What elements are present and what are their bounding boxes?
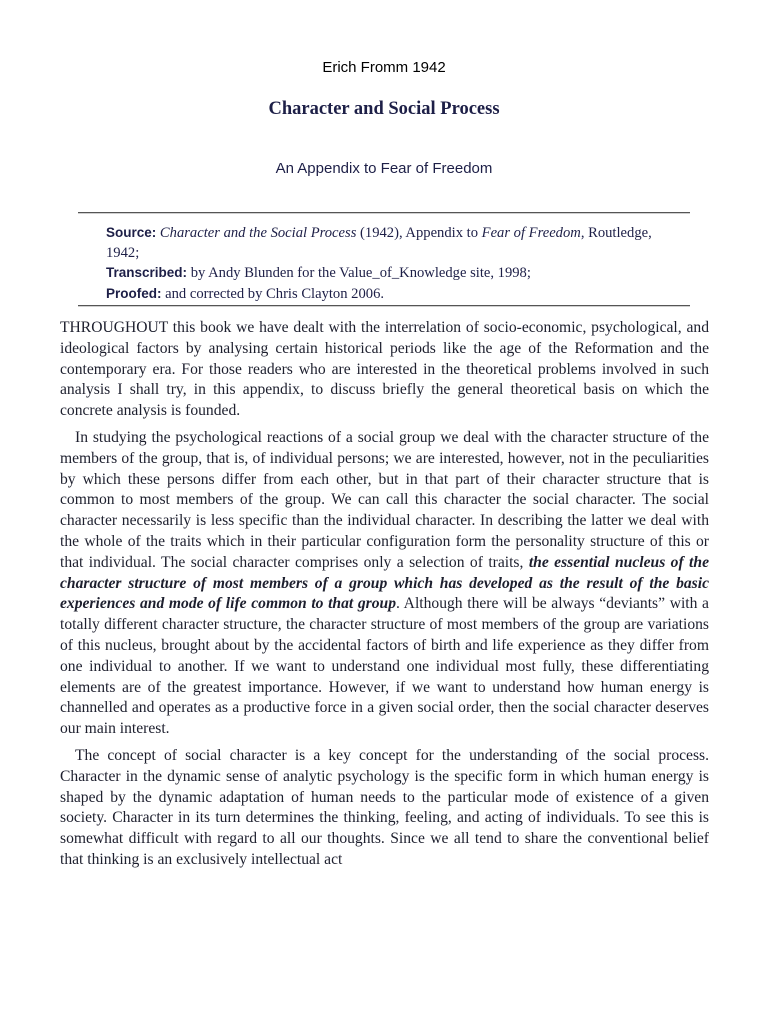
proofed-line (106, 284, 666, 305)
paragraph-2-part-b: . Although there will be always “deviants” with a totally different character structure, the character structure of most members of the group are variations of this nucleus, brought about by the accidental factors of birth and life experience as they differ from one individual to another. If we want to understand one individual most fully, these differentiating elements are of the greatest importance. However, if we want to understand how human energy is channelled and operates as a productive force in a given social order, then the social character deserves our main interest. (60, 595, 709, 738)
document-subtitle: An Appendix to Fear of Freedom (275, 160, 493, 177)
proofed-text: and corrected by Chris Clayton 2006. (165, 285, 385, 302)
paragraph-2-part-a: In studying the psychological reactions of a social group we deal with the character structure of the members of the group, that is, of individual persons; we are interested, however, not in the peculiarities by which these persons differ from each other, but in that part of their character structure that is common to most members of the group. We can call this character the social character. The social character necessarily is less specific than the individual character. In describing the latter we deal with the whole of the traits which in their particular configuration form the personality structure of this or that individual. The social character comprises only a selection of traits, (60, 428, 709, 571)
source-label: Source: (106, 225, 157, 240)
transcribed-text: by Andy Blunden for the Value_of_Knowledge site, 1998; (190, 265, 531, 281)
transcribed-label: Transcribed: (106, 265, 188, 280)
paragraph-3: The concept of social character is a key concept for the understanding of the social process. Character in the dynamic sense of analytic psychology is the specific form in which human energy is shaped by the dynamic adaptation of human needs to the particular mode of existence of a given society. Character in its turn determines the thinking, feeling, and acting of individuals. To see this is somewhat difficult with regard to all our thoughts. Since we all tend to share the conventional belief that thinking is an exclusively intellectual act (60, 746, 709, 868)
transcribed-line (106, 263, 666, 284)
top-divider (78, 212, 690, 214)
source-line (106, 223, 666, 263)
source-info (106, 223, 666, 304)
source-title: Character and the Social Process (159, 225, 357, 241)
source-year: (1942), Appendix to (360, 225, 478, 241)
source-rest: , Routledge, 1942; (106, 225, 652, 261)
paragraph-2-emphasis: the essential nucleus of the character structure of most members of a group which has developed as the result of the basic experiences and mode of life common to that group (60, 553, 709, 613)
source-book: Fear of Freedom (481, 225, 581, 241)
paragraph-1: THROUGHOUT this book we have dealt with the interrelation of socio-economic, psychological, and ideological factors by analysing certain historical periods like the age of the Reformation and the contemporary era. For those readers who are interested in the theoretical problems involved in such analysis I shall try, in this appendix, to discuss briefly the general theoretical basis on which the concrete analysis is founded. (60, 319, 709, 420)
paragraph-2 (60, 428, 709, 740)
proofed-label: Proofed: (106, 285, 162, 301)
body-text (60, 318, 709, 877)
author-line: Erich Fromm 1942 (322, 59, 446, 76)
document-title: Character and Social Process (268, 99, 500, 119)
bottom-divider (78, 305, 690, 307)
